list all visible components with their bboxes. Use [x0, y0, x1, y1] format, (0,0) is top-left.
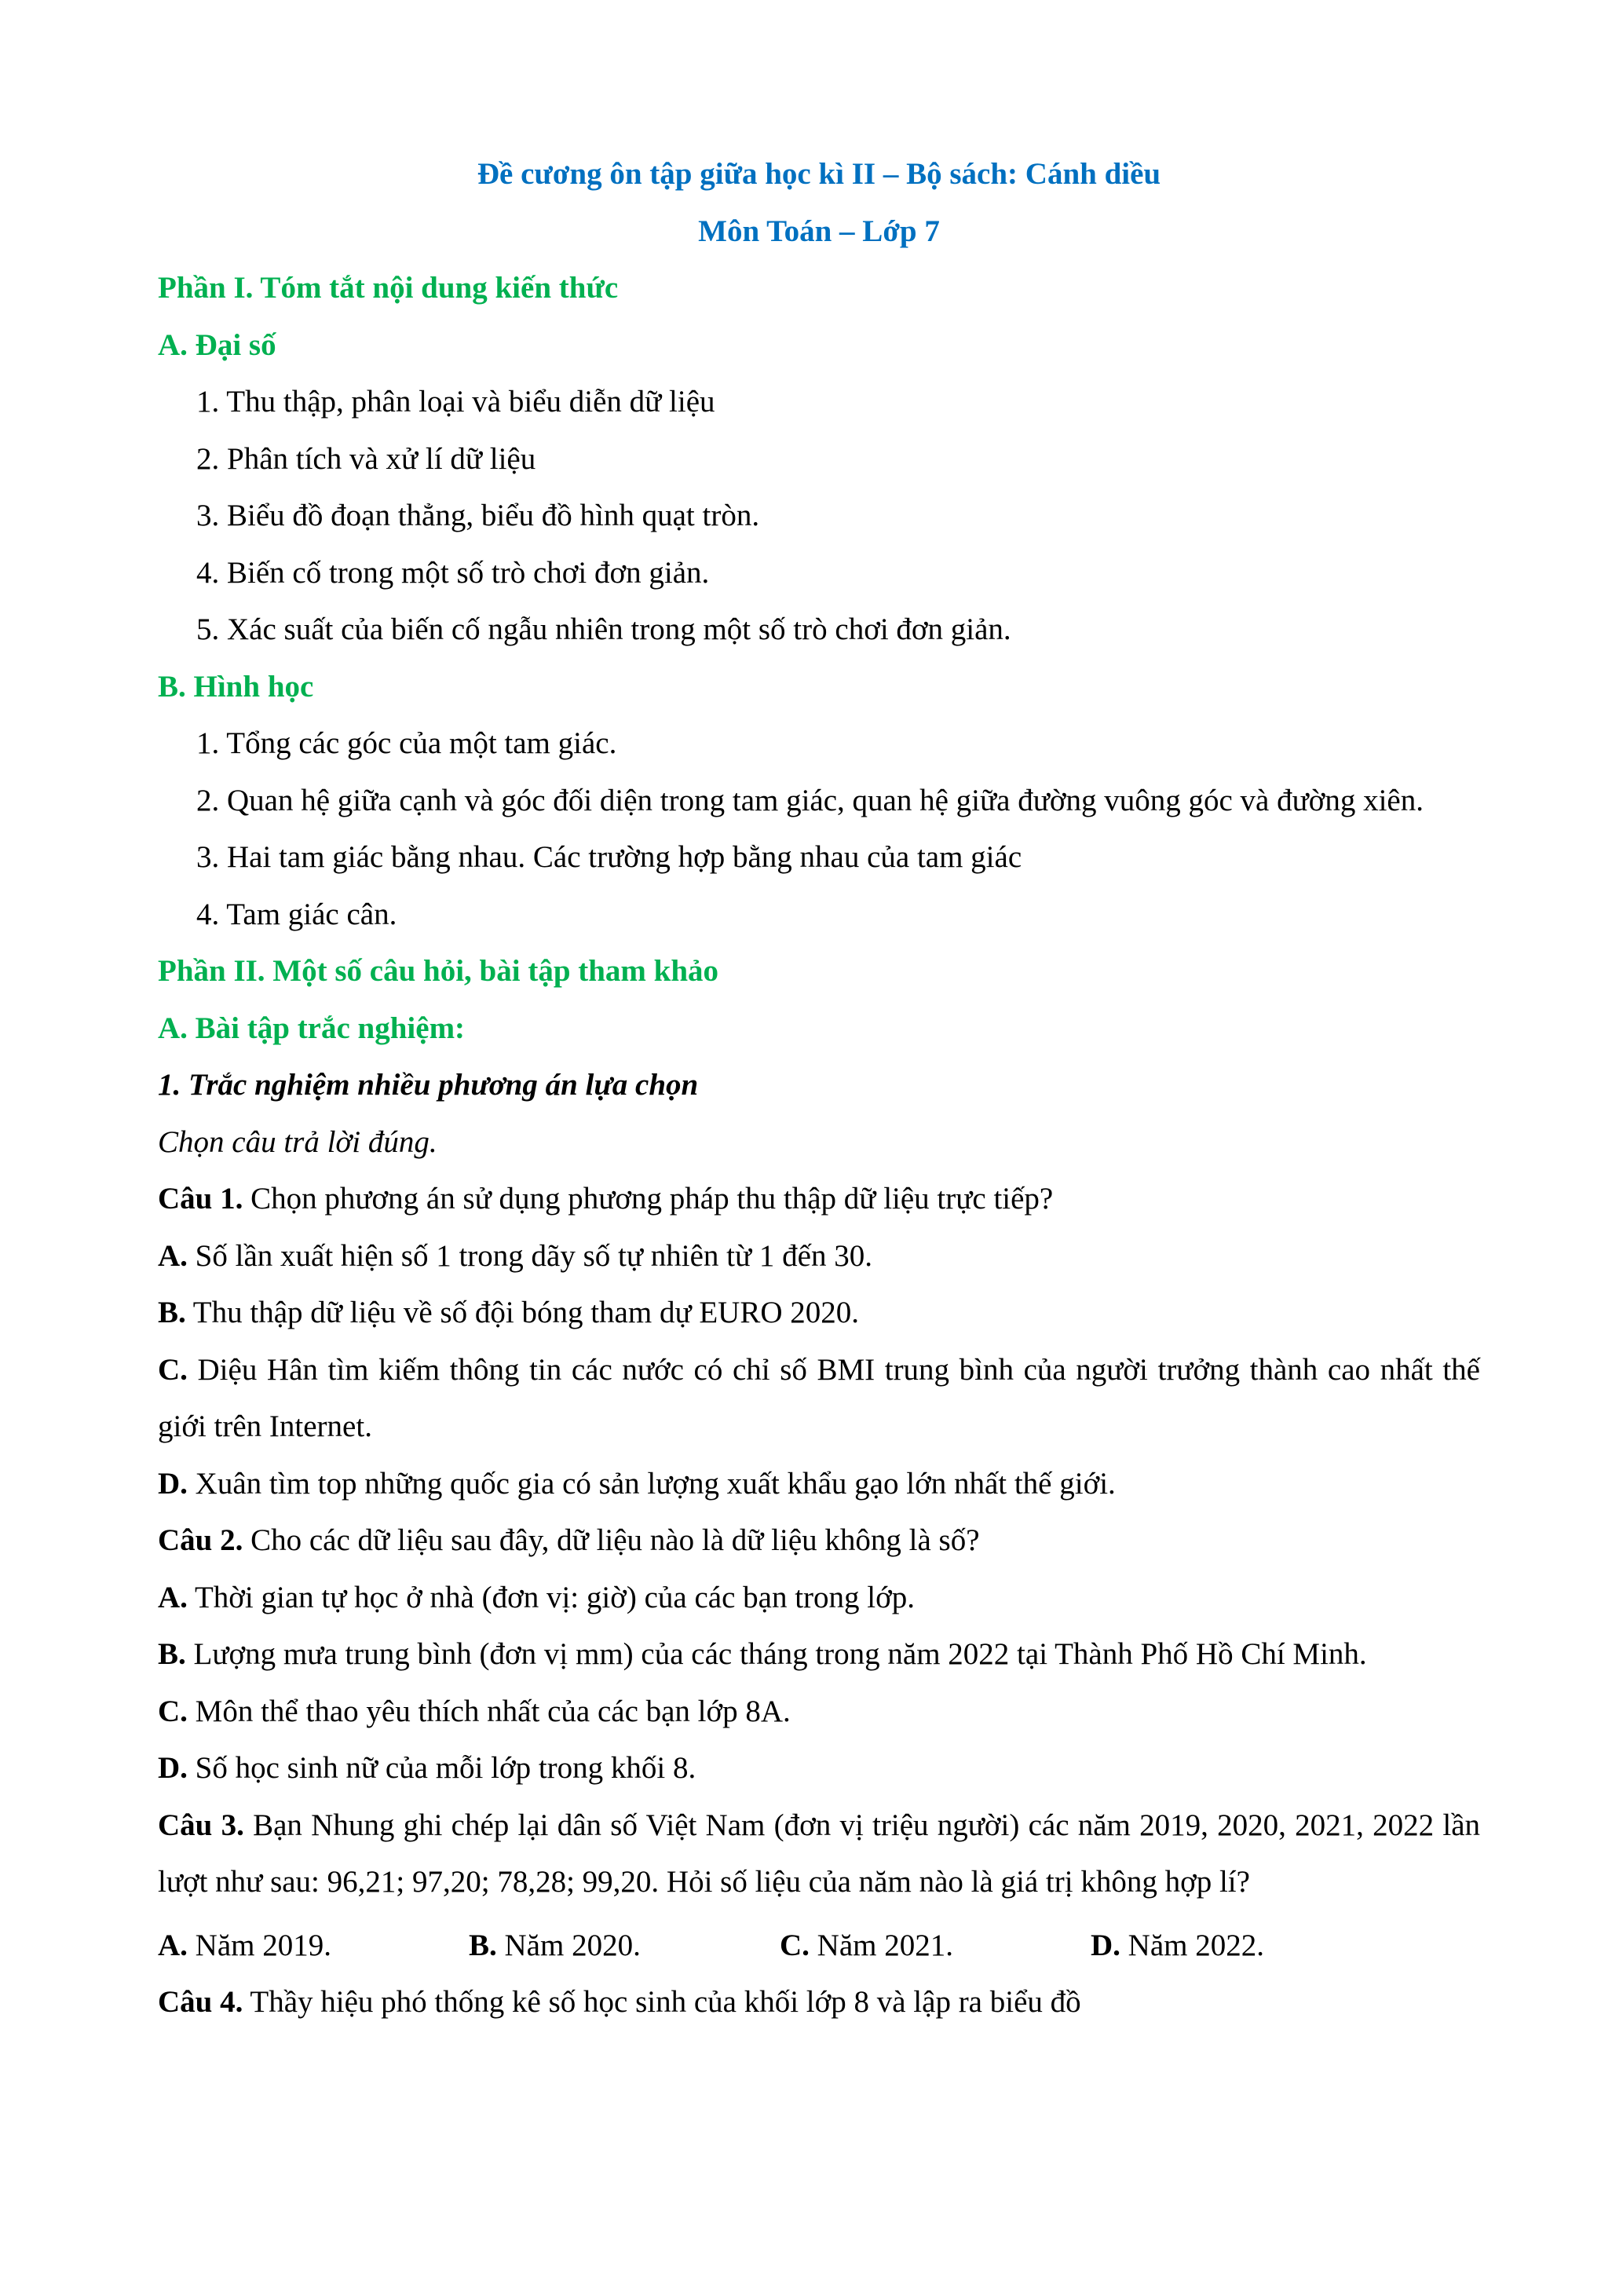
option-a — [158, 1570, 1480, 1627]
list-item: 4. Biến cố trong một số trò chơi đơn giản. — [196, 555, 710, 590]
option-text: Diệu Hân tìm kiếm thông tin các nước có chỉ số BMI trung bình của người trưởng thành cao nhất thế giới trên Internet. — [158, 1352, 1480, 1443]
list-item: 4. Tam giác cân. — [196, 897, 397, 931]
subsection-heading: 1. Trắc nghiệm nhiều phương án lựa chọn — [158, 1068, 699, 1102]
option-text: Năm 2022. — [1120, 1928, 1264, 1962]
option-label: C. — [158, 1352, 188, 1387]
list-item: 3. Hai tam giác bằng nhau. Các trường hợp bằng nhau của tam giác — [196, 840, 1022, 874]
question-text: Chọn phương án sử dụng phương pháp thu thập dữ liệu trực tiếp? — [243, 1182, 1054, 1216]
document-subtitle: Môn Toán – Lớp 7 — [698, 214, 940, 248]
option-a — [158, 1228, 1480, 1285]
option-label: C. — [158, 1694, 188, 1728]
question-label: Câu 4. — [158, 1985, 243, 2019]
list-item: 5. Xác suất của biến cố ngẫu nhiên trong một số trò chơi đơn giản. — [196, 612, 1011, 646]
option-text: Lượng mưa trung bình (đơn vị mm) của các tháng trong năm 2022 tại Thành Phố Hồ Chí Minh. — [185, 1637, 1367, 1671]
geometry-heading: B. Hình học — [158, 669, 314, 704]
question-3 — [158, 1797, 1480, 1911]
option-d — [1091, 1918, 1402, 1975]
algebra-heading: A. Đại số — [158, 327, 276, 362]
option-c — [158, 1342, 1480, 1456]
option-c — [158, 1684, 1480, 1741]
option-text: Năm 2021. — [809, 1928, 953, 1962]
question-4 — [158, 1974, 1480, 2031]
instruction: Chọn câu trả lời đúng. — [158, 1124, 437, 1159]
option-b — [158, 1285, 1480, 1342]
document-title: Đề cương ôn tập giữa học kì II – Bộ sách: Cánh diều — [477, 157, 1161, 191]
option-text: Năm 2020. — [496, 1928, 641, 1962]
option-d — [158, 1740, 1480, 1797]
question-label: Câu 2. — [158, 1523, 243, 1557]
list-item: 2. Quan hệ giữa cạnh và góc đối diện trong tam giác, quan hệ giữa đường vuông góc và đường xiên. — [196, 783, 1424, 817]
option-label: D. — [158, 1466, 188, 1501]
option-b — [469, 1918, 780, 1975]
option-d — [158, 1456, 1480, 1513]
option-label: A. — [158, 1580, 188, 1614]
option-text: Thu thập dữ liệu về số đội bóng tham dự EURO 2020. — [185, 1296, 860, 1329]
option-label: C. — [780, 1928, 810, 1962]
question-text: Thầy hiệu phó thống kê số học sinh của khối lớp 8 và lập ra biểu đồ — [243, 1985, 1081, 2019]
option-b — [158, 1626, 1480, 1684]
option-a — [158, 1918, 469, 1975]
list-item: 2. Phân tích và xử lí dữ liệu — [196, 441, 536, 476]
question-1 — [158, 1171, 1480, 1228]
option-text: Môn thể thao yêu thích nhất của các bạn lớp 8A. — [187, 1694, 791, 1728]
list-item: 1. Thu thập, phân loại và biểu diễn dữ liệu — [196, 385, 715, 419]
option-label: A. — [158, 1238, 188, 1273]
section-a-heading: A. Bài tập trắc nghiệm: — [158, 1011, 466, 1045]
list-item: 1. Tổng các góc của một tam giác. — [196, 726, 617, 760]
option-label: D. — [158, 1751, 188, 1785]
option-text: Thời gian tự học ở nhà (đơn vị: giờ) của các bạn trong lớp. — [187, 1580, 915, 1614]
question-text: Cho các dữ liệu sau đây, dữ liệu nào là dữ liệu không là số? — [243, 1523, 980, 1557]
part1-heading: Phần I. Tóm tắt nội dung kiến thức — [158, 271, 619, 305]
list-item: 3. Biểu đồ đoạn thẳng, biểu đồ hình quạt tròn. — [196, 499, 760, 532]
option-label: A. — [158, 1928, 188, 1962]
option-c — [780, 1918, 1091, 1975]
option-label: B. — [469, 1928, 497, 1962]
question-2 — [158, 1512, 1480, 1570]
option-label: B. — [158, 1296, 186, 1329]
option-label: D. — [1091, 1928, 1120, 1962]
question-text: Bạn Nhung ghi chép lại dân số Việt Nam (đơn vị triệu người) các năm 2019, 2020, 2021, 2022 lần lượt như sau: 96,21; 97,20; 78,28; 99,20. Hỏi số liệu của năm nào là giá trị không hợp lí? — [158, 1808, 1481, 1899]
part2-heading: Phần II. Một số câu hỏi, bài tập tham khảo — [158, 954, 719, 988]
question-label: Câu 3. — [158, 1808, 244, 1842]
option-text: Số lần xuất hiện số 1 trong dãy số tự nhiên từ 1 đến 30. — [187, 1238, 872, 1273]
question-label: Câu 1. — [158, 1182, 243, 1216]
option-text: Năm 2019. — [187, 1928, 331, 1962]
option-label: B. — [158, 1637, 186, 1671]
option-text: Số học sinh nữ của mỗi lớp trong khối 8. — [187, 1751, 696, 1785]
document-page — [158, 146, 1480, 2031]
option-text: Xuân tìm top những quốc gia có sản lượng xuất khẩu gạo lớn nhất thế giới. — [187, 1466, 1116, 1501]
options-row — [158, 1918, 1480, 1975]
